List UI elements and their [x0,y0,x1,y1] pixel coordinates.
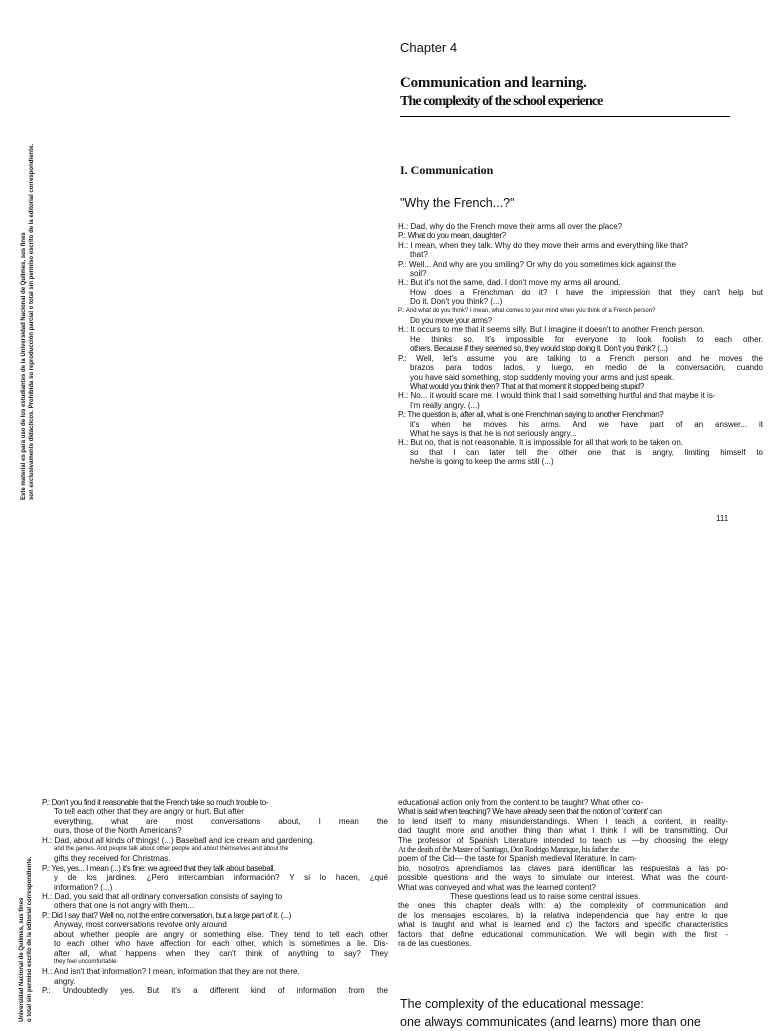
dialogue-line: soil? [410,269,427,279]
dialogue-line: H.: No... it would scare me. I would think that I said something hurtful and that maybe it is- [398,391,716,401]
right-column-text [398,798,728,949]
text-line: H.: And isn't that information? I mean, information that they are not there. [42,967,300,977]
dialogue-line: How does a Frenchman do it? I have the impression that they can't help but [410,287,763,297]
bottom-subheading [400,995,730,1031]
dialogue-line: it's when he moves his arms. And we have part of an answer... it [410,419,763,429]
text-line: dad taught more and another thing than what I think I will be transmitting. Our [398,826,728,836]
dialogue-line: P.: The question is, after all, what is one Frenchman saying to another Frenchman? [398,410,664,420]
bottom-subheading-line-1: The complexity of the educational message: [400,997,644,1011]
dialogue-line: H.: Dad, why do the French move their arms all over the place? [398,222,623,231]
watermark-top [20,144,36,500]
text-line: de los mensajes escolares, b) la relativa independencia que hay entre lo que [398,910,728,920]
text-line: to lend itself to many misunderstandings. When I teach a content, in reality- [398,816,728,826]
text-line: P.: Don't you find it reasonable that the French take so much trouble to- [42,798,269,807]
text-line: after all, what happens when they can't think of anything to say? They [54,948,388,958]
text-line: and the games. And people talk about other people and about themselves and about the [54,846,289,853]
text-line: P.: Yes, yes... I mean (...) it's fine: we agreed that they talk about baseball. [42,863,276,873]
dialogue-line: H.: But it's not the same, dad. I don't move my arms all around. [398,278,621,288]
text-line: what is taught and what is learned and c) the factors and specific characteristics [398,920,728,930]
watermark-bottom-line-2: o total sin permiso escrito de la editorial correspondiente. [27,856,33,1022]
chapter-title [400,75,730,117]
dialogue-line: P.: And what do you think? I mean, what comes to your mind when you think of a French person? [398,307,656,314]
dialogue-line: others. Because if they seemed so, they would stop doing it. Don't you think? (...) [410,344,668,354]
page-number: 111 [716,514,729,523]
text-line: possible questions and the ways to simulate our interest. What was the count- [398,873,728,883]
text-line: ours, those of the North Americans? [54,826,182,836]
watermark-top-line-2: son exclusivamente didácticos. Prohibida su reproducción parcial o total sin permiso escrito de la editorial correspondiente. [29,143,35,500]
text-line: others that one is not angry with them... [54,901,195,911]
dialogue-line: Do it. Don't you think? (...) [410,297,503,307]
dialogue-line: H.: But no, that is not reasonable. It is impossible for all that work to be taken on. [398,438,684,448]
watermark-bottom-line-1: Universidad Nacional de Quilmes, sus fines [19,897,25,1022]
text-line: poem of the Cid— the taste for Spanish medieval literature. In cam- [398,854,637,864]
text-line: everything, what are most conversations about, I mean the [54,816,388,826]
chapter-title-line-2: The complexity of the school experience [400,94,603,109]
section-heading: I. Communication [400,163,494,177]
dialogue-line: H.: I mean, when they talk. Why do they move their arms and everything like that? [398,240,688,250]
text-line: the ones this chapter deals with: a) the complexity of communication and [398,901,728,911]
text-line: H.: Dad, you said that all ordinary conversation consists of saying to [42,892,283,902]
dialogue-line: He thinks so. It's impossible for everyone to look foolish to each other. [410,334,763,344]
dialogue-line: P.: Well, let's assume you are talking to a French person and he moves the [398,353,763,363]
dialogue-line: I'm really angry. (...) [410,400,480,410]
dialogue-line: that? [410,250,428,260]
dialogue-line: P.: What do you mean, daughter? [398,231,506,241]
text-line: y de los jardines. ¿Pero intercambian información? Y si lo hacen, ¿qué [54,873,388,883]
watermark-bottom [18,857,34,1022]
text-line: P.: Did I say that? Well no, not the entire conversation, but a large part of it. (...) [42,910,291,920]
dialogue-line: H.: It occurs to me that it seems silly. But I imagine it doesn't to another French person. [398,325,705,335]
left-column-text [42,798,388,996]
watermark-top-line-1: Este material es para uso de los estudiantes de la Universidad Nacional de Quilmes, sus fines [21,232,27,500]
text-line: information? (...) [54,882,113,892]
text-line: The professor of Spanish Literature intended to teach us —by choosing the elegy [398,835,728,845]
dialogue-line: What he says is that he is not seriously angry... [410,428,577,438]
text-line: At the death of the Master of Santiago, Don Rodrigo Manrique, his father the [398,845,619,855]
dialogue-line: so that I can later tell the other one that is angry, limiting himself to [410,447,763,457]
dialogue-line: Do you move your arms? [410,316,492,326]
text-line: about whether people are angry or something else. They tend to tell each other [54,929,388,939]
bottom-subheading-line-2: one always communicates (and learns) more than one [400,1015,701,1029]
dialogue-line: he/she is going to keep the arms still (...) [410,457,554,467]
chapter-label: Chapter 4 [400,40,458,55]
text-line: P.: Undoubtedly yes. But it's a different kind of information from the [42,986,388,996]
dialogue-line: you have said something, stop suddenly moving your arms and just speak. [410,372,675,382]
text-line: factors that define educational communication. We will begin with the first - [398,929,728,939]
text-line: What is said when teaching? We have already seen that the notion of 'content' can [398,807,662,817]
dialogue-line: P.: Well... And why are you smiling? Or why do you sometimes kick against the [398,259,677,269]
text-line: gifts they received for Christmas. [54,854,171,864]
text-line: These questions lead us to raise some central issues. [450,892,641,902]
text-line: angry. [54,976,76,986]
text-line: to each other who have affection for each other, which is sometimes a lie. Dis- [54,939,388,949]
text-line: ra de las cuestiones. [398,939,472,949]
text-line: Anyway, most conversations revolve only around [54,920,227,930]
subheading: "Why the French...?" [400,196,515,210]
text-line: H.: Dad, about all kinds of things! (...) Baseball and ice cream and gardening. [42,835,315,845]
dialogue-block [398,222,763,467]
text-line: To tell each other that they are angry or hurt. But after [54,807,244,817]
text-line: they feel uncomfortable. [54,958,119,965]
dialogue-line: What would you think then? That at that moment it stopped being stupid? [410,381,644,391]
text-line: What was conveyed and what was the learned content? [398,882,596,892]
text-line: educational action only from the content to be taught? What other co- [398,798,644,807]
text-line: bio, nosotros aprendíamos las claves para identificar las respuestas a las po- [398,863,728,873]
dialogue-line: brazos para todos lados, y luego, en medio de la conversación, cuando [410,363,763,373]
chapter-title-line-1: Communication and learning. [400,75,587,91]
